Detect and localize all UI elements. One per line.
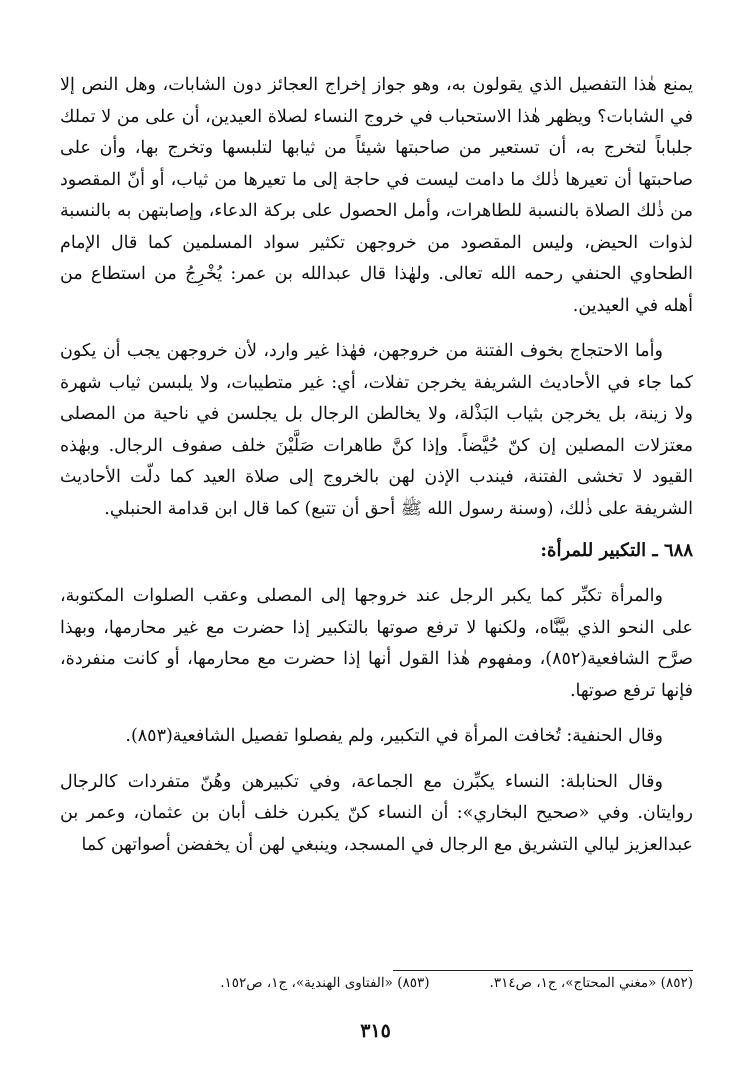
paragraph-1: يمنع هٰذا التفصيل الذي يقولون به، وهو جواز إخراج العجائز دون الشابات، وهل النص إلا في الشابات؟ ويظهر هٰذا الاستحباب في خروج النساء لصلاة العيدين، أن على من لا تملك جلباباً لتخرج به، أن تستعير من صاحبتها شيئاً من ثيابها لتلبسها وتخرج بها، وأن على صاحبتها أن تعيرها ذٰلك ما دامت ليست في حاجة إلى ما تعيرها من ثياب، أو أنّ المقصود من ذٰلك الصلاة بالنسبة للطاهرات، وأمل الحصول على بركة الدعاء، وإصابتهن به بالنسبة لذوات الحيض، وليس المقصود من خروجهن تكثير سواد المسلمين كما قال الإمام الطحاوي الحنفي رحمه الله تعالى. ولهٰذا قال عبدالله بن عمر: يُخْرِجُ من استطاع من أهله في العيدين.	[60, 75, 693, 316]
page-body	[60, 70, 693, 861]
paragraph-5: وقال الحنابلة: النساء يكبِّرن مع الجماعة، وفي تكبيرهن وهُنّ متفردات كالرجال روايتان. وفي «صحيح البخاري»: أن النساء كنّ يكبرن خلف أبان بن عثمان، وعمر بن عبدالعزيز ليالي التشريق مع الرجال في المسجد، وينبغي لهن أن يخفضن أصواتهن كما	[60, 771, 693, 855]
paragraph-2: وأما الاحتجاج بخوف الفتنة من خروجهن، فهٰذا غير وارد، لأن خروجهن يجب أن يكون كما جاء في الأحاديث الشريفة يخرجن تفلات، أي: غير متطيبات، ولا يلبسن ثياب شهرة ولا زينة، بل يخرجن بثياب البَذْلة، ولا يخالطن الرجال بل يجلسن في ناحية من المصلى معتزلات المصلين إن كنّ حُيَّضاً. وإذا كنَّ طاهرات صَلَّيْنَ خلف صفوف الرجال. وبهٰذه القيود لا تخشى الفتنة، فيندب الإذن لهن بالخروج إلى صلاة العيد كما دلّت الأحاديث الشريفة على ذٰلك، (وسنة رسول الله ﷺ أحق أن تتبع) كما قال ابن قدامة الحنبلي.	[60, 341, 693, 519]
footnote-853: (٨٥٣) «الفتاوى الهندية»، ج١، ص١٥٢.	[220, 975, 430, 991]
section-heading: ٦٨٨ ـ التكبير للمرأة:	[540, 540, 693, 561]
paragraph-3: والمرأة تكبِّر كما يكبر الرجل عند خروجها إلى المصلى وعقب الصلوات المكتوبة، على النحو الذي بيَّنَّاه، ولكنها لا ترفع صوتها بالتكبير إذا حضرت مع غير محارمها، وبهذا صرَّح الشافعية(٨٥٢)، ومفهوم هٰذا القول أنها إذا حضرت مع محارمها، أو كانت منفردة، فإنها ترفع صوتها.	[60, 586, 693, 701]
footnotes	[60, 975, 693, 991]
page-number: ٣١٥	[360, 1020, 391, 1042]
footnote-divider	[393, 970, 693, 971]
paragraph-4: وقال الحنفية: تُخافت المرأة في التكبير، ولم يفصلوا تفصيل الشافعية(٨٥٣).	[125, 726, 663, 746]
footnote-852: (٨٥٢) «مغني المحتاج»، ج١، ص٣١٤.	[489, 975, 693, 991]
